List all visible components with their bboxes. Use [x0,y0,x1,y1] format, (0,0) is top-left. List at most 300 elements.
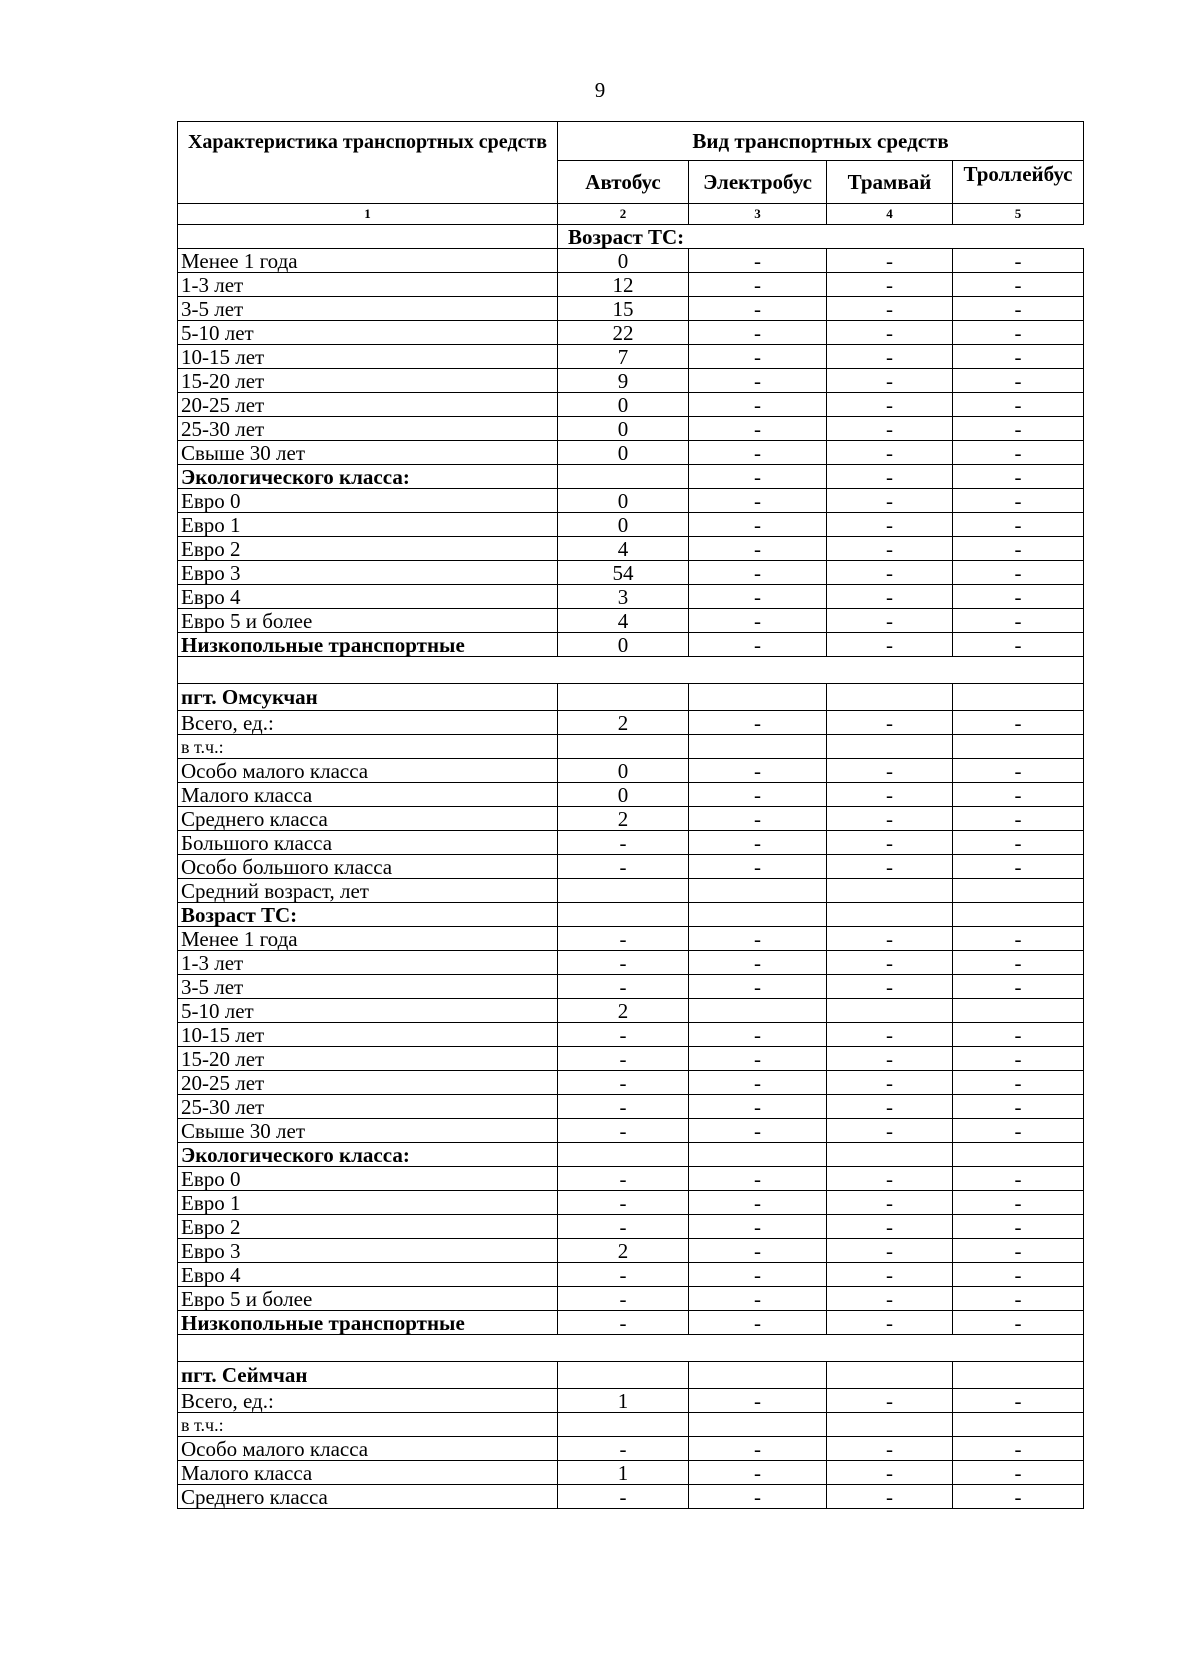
table-row [178,855,1084,879]
cell-value [689,903,827,927]
cell-value: 3 [558,585,689,609]
cell-value [689,735,827,759]
cell-value: 1 [558,1461,689,1485]
table-row [178,879,1084,903]
row-label: 3-5 лет [178,297,558,321]
cell-value: - [827,855,953,879]
cell-value [953,879,1084,903]
cell-value: - [558,1485,689,1509]
cell-value: - [953,1119,1084,1143]
cell-value: - [827,1215,953,1239]
table-row [178,369,1084,393]
cell-value: - [953,1215,1084,1239]
table-row [178,999,1084,1023]
cell-value [827,879,953,903]
table-row [178,1239,1084,1263]
page-number: 9 [594,78,606,102]
cell-value: - [953,633,1084,657]
table-row [178,1143,1084,1167]
table-row [178,1437,1084,1461]
cell-value: 0 [558,633,689,657]
row-label: Экологического класса: [178,465,558,489]
table-row [178,1362,1084,1389]
cell-value: - [827,513,953,537]
cell-value: - [689,975,827,999]
table-row [178,1413,1084,1437]
cell-value [689,684,827,711]
cell-value: - [827,1263,953,1287]
cell-value: - [953,249,1084,273]
cell-value [558,684,689,711]
cell-value: - [689,927,827,951]
cell-value: - [689,1191,827,1215]
row-label: Евро 5 и более [178,1287,558,1311]
row-label: Евро 2 [178,1215,558,1239]
row-label: 20-25 лет [178,1071,558,1095]
cell-value: - [827,369,953,393]
cell-value [558,879,689,903]
cell-value: - [689,297,827,321]
row-label: Возраст ТС: [178,903,558,927]
table-row [178,927,1084,951]
cell-value [953,1362,1084,1389]
cell-value: - [827,537,953,561]
cell-value: - [953,1167,1084,1191]
cell-value: - [953,609,1084,633]
cell-value: 4 [558,537,689,561]
row-label: Малого класса [178,1461,558,1485]
cell-value: - [689,1239,827,1263]
cell-value: - [953,297,1084,321]
table-row [178,1167,1084,1191]
cell-value: - [953,1095,1084,1119]
cell-value: - [827,783,953,807]
cell-value: - [558,1095,689,1119]
blank-row [178,657,1084,684]
col-number: 5 [953,204,1084,225]
cell-value: - [558,1119,689,1143]
table-row [178,225,1084,249]
row-label: 1-3 лет [178,951,558,975]
cell-value: - [689,1095,827,1119]
cell-value: - [689,1389,827,1413]
cell-value: - [953,831,1084,855]
table-row [178,831,1084,855]
cell-value: - [558,1047,689,1071]
table-row [178,321,1084,345]
cell-value: - [827,1167,953,1191]
cell-value: 2 [558,999,689,1023]
cell-value: - [689,537,827,561]
table-row [178,1485,1084,1509]
cell-value: - [827,1119,953,1143]
cell-value: - [558,975,689,999]
cell-value: - [953,1311,1084,1335]
table-row [178,1215,1084,1239]
cell-value [558,1362,689,1389]
cell-value: - [827,1071,953,1095]
row-label: 25-30 лет [178,417,558,441]
cell-value: - [827,297,953,321]
cell-value: - [558,1071,689,1095]
section-heading: Возраст ТС: [558,225,1084,249]
cell-value: - [953,1023,1084,1047]
row-label: Низкопольные транспортные [178,633,558,657]
cell-value: - [558,1215,689,1239]
row-label: Экологического класса: [178,1143,558,1167]
row-label [178,225,558,249]
cell-value: - [689,783,827,807]
table-row [178,273,1084,297]
table-row [178,1023,1084,1047]
table-body [178,225,1084,1509]
cell-value: - [689,585,827,609]
table-row [178,684,1084,711]
row-label: Евро 1 [178,513,558,537]
cell-value: - [689,1071,827,1095]
cell-value [689,1362,827,1389]
table-row [178,561,1084,585]
cell-value: - [953,345,1084,369]
cell-value: - [953,927,1084,951]
table-row [178,1071,1084,1095]
cell-value: - [953,1239,1084,1263]
table-row [178,585,1084,609]
cell-value: 2 [558,711,689,735]
cell-value [689,1413,827,1437]
cell-value: - [689,1215,827,1239]
table-row [178,417,1084,441]
cell-value: 0 [558,489,689,513]
cell-value: - [827,951,953,975]
table-row [178,807,1084,831]
row-label: Большого класса [178,831,558,855]
row-label: 5-10 лет [178,999,558,1023]
cell-value: 0 [558,441,689,465]
cell-value: - [689,609,827,633]
cell-value: 0 [558,513,689,537]
cell-value: - [689,711,827,735]
row-label: Евро 4 [178,1263,558,1287]
table-row [178,345,1084,369]
row-label: 10-15 лет [178,1023,558,1047]
col-number: 1 [178,204,558,225]
cell-value: - [558,1263,689,1287]
table-row [178,633,1084,657]
cell-value [558,1143,689,1167]
row-label: Низкопольные транспортные [178,1311,558,1335]
row-label: пгт. Омсукчан [178,684,558,711]
cell-value: - [827,1047,953,1071]
cell-value [827,735,953,759]
cell-value: - [953,513,1084,537]
cell-value: - [953,393,1084,417]
row-label: Евро 3 [178,561,558,585]
cell-value: 4 [558,609,689,633]
cell-value: - [827,585,953,609]
table-row [178,393,1084,417]
cell-value: 12 [558,273,689,297]
table-row [178,1263,1084,1287]
table-row [178,1095,1084,1119]
cell-value: - [689,1461,827,1485]
cell-value: 0 [558,759,689,783]
row-label: Среднего класса [178,1485,558,1509]
cell-value: - [953,465,1084,489]
cell-value: - [953,1191,1084,1215]
row-label: 10-15 лет [178,345,558,369]
table-row [178,783,1084,807]
cell-value: - [689,369,827,393]
cell-value: - [827,1311,953,1335]
row-label: в т.ч.: [178,735,558,759]
cell-value: 1 [558,1389,689,1413]
cell-value: - [827,927,953,951]
cell-value: - [953,273,1084,297]
table-row [178,657,1084,684]
header-vehicle-type: Вид транспортных средств [558,122,1084,161]
table-row [178,975,1084,999]
cell-value: - [827,711,953,735]
cell-value [953,684,1084,711]
row-label: Особо малого класса [178,1437,558,1461]
cell-value [558,735,689,759]
cell-value: - [953,951,1084,975]
cell-value: - [953,1287,1084,1311]
cell-value: - [827,1461,953,1485]
cell-value: - [558,1311,689,1335]
table-row [178,1119,1084,1143]
cell-value: - [558,1287,689,1311]
cell-value: - [689,1047,827,1071]
cell-value: - [953,855,1084,879]
cell-value: - [953,417,1084,441]
cell-value: - [953,561,1084,585]
cell-value: - [953,807,1084,831]
cell-value: 2 [558,1239,689,1263]
cell-value: - [827,249,953,273]
cell-value: - [953,1047,1084,1071]
cell-value: - [827,633,953,657]
row-label: Свыше 30 лет [178,1119,558,1143]
table-row [178,1311,1084,1335]
row-label: 15-20 лет [178,369,558,393]
cell-value [827,684,953,711]
cell-value: 0 [558,417,689,441]
cell-value [558,1413,689,1437]
transport-table [177,121,1084,1509]
cell-value: - [689,951,827,975]
header-col-bus: Автобус [558,161,689,204]
cell-value: 9 [558,369,689,393]
table-row [178,297,1084,321]
blank-row [178,1335,1084,1362]
row-label: 1-3 лет [178,273,558,297]
cell-value: - [689,249,827,273]
cell-value: - [689,1023,827,1047]
cell-value: - [953,783,1084,807]
row-label: Всего, ед.: [178,711,558,735]
table-row [178,249,1084,273]
cell-value: - [689,633,827,657]
table-row [178,903,1084,927]
cell-value: - [689,513,827,537]
row-label: пгт. Сеймчан [178,1362,558,1389]
cell-value: - [953,1485,1084,1509]
cell-value: - [953,1263,1084,1287]
row-label: Евро 0 [178,489,558,513]
cell-value: 2 [558,807,689,831]
cell-value: 0 [558,249,689,273]
cell-value: - [558,1023,689,1047]
cell-value: - [689,561,827,585]
cell-value: - [689,759,827,783]
cell-value [827,1413,953,1437]
cell-value [953,903,1084,927]
cell-value: - [558,831,689,855]
cell-value: - [558,1191,689,1215]
cell-value: - [953,585,1084,609]
cell-value [689,1143,827,1167]
cell-value: - [827,609,953,633]
row-label: Евро 1 [178,1191,558,1215]
cell-value: - [953,537,1084,561]
col-number: 3 [689,204,827,225]
cell-value: - [827,1485,953,1509]
row-label: Всего, ед.: [178,1389,558,1413]
cell-value [689,879,827,903]
cell-value: - [689,417,827,441]
cell-value: - [827,1095,953,1119]
table-row [178,1461,1084,1485]
cell-value: - [953,1461,1084,1485]
cell-value: - [827,975,953,999]
table-row [178,537,1084,561]
row-label: Средний возраст, лет [178,879,558,903]
row-label: Среднего класса [178,807,558,831]
cell-value: - [558,927,689,951]
row-label: Менее 1 года [178,927,558,951]
row-label: Евро 4 [178,585,558,609]
cell-value: - [953,1437,1084,1461]
cell-value [558,465,689,489]
cell-value [827,999,953,1023]
row-label: Евро 0 [178,1167,558,1191]
cell-value [689,999,827,1023]
cell-value: - [689,441,827,465]
row-label: Особо большого класса [178,855,558,879]
cell-value: - [827,321,953,345]
cell-value: 22 [558,321,689,345]
cell-value: - [689,855,827,879]
cell-value [827,1362,953,1389]
cell-value: - [689,273,827,297]
table-row [178,489,1084,513]
header-col-electrobus: Электробус [689,161,827,204]
cell-value: - [558,951,689,975]
row-label: 25-30 лет [178,1095,558,1119]
table-row [178,711,1084,735]
cell-value: - [558,855,689,879]
cell-value: 7 [558,345,689,369]
cell-value: - [689,831,827,855]
table-row [178,513,1084,537]
cell-value [953,735,1084,759]
cell-value: - [827,1191,953,1215]
cell-value: - [689,393,827,417]
cell-value: - [827,1437,953,1461]
cell-value [558,903,689,927]
row-label: 5-10 лет [178,321,558,345]
cell-value: 0 [558,393,689,417]
table-row [178,441,1084,465]
cell-value [827,903,953,927]
cell-value: 54 [558,561,689,585]
cell-value: - [689,321,827,345]
cell-value [953,1143,1084,1167]
row-label: 20-25 лет [178,393,558,417]
cell-value: - [689,345,827,369]
row-label: Евро 5 и более [178,609,558,633]
cell-value: - [689,807,827,831]
cell-value: - [953,1389,1084,1413]
cell-value: - [827,1287,953,1311]
cell-value: - [689,465,827,489]
cell-value [953,1413,1084,1437]
cell-value: - [689,1437,827,1461]
cell-value: - [689,1485,827,1509]
cell-value: - [827,1023,953,1047]
cell-value: - [953,321,1084,345]
cell-value: - [827,561,953,585]
cell-value [953,999,1084,1023]
cell-value: - [827,831,953,855]
header-characteristic: Характеристика транспортных средств [178,122,558,204]
cell-value: 0 [558,783,689,807]
col-number: 4 [827,204,953,225]
cell-value: - [689,1119,827,1143]
header-col-tram: Трамвай [827,161,953,204]
cell-value: - [827,1389,953,1413]
cell-value: - [827,489,953,513]
cell-value: - [689,489,827,513]
cell-value: - [953,489,1084,513]
cell-value [827,1143,953,1167]
cell-value: - [689,1167,827,1191]
row-label: Евро 3 [178,1239,558,1263]
cell-value: - [689,1263,827,1287]
cell-value: - [558,1437,689,1461]
table-row [178,1287,1084,1311]
cell-value: - [827,417,953,441]
row-label: 15-20 лет [178,1047,558,1071]
cell-value: - [689,1311,827,1335]
cell-value: - [827,807,953,831]
header-col-trolleybus: Троллейбус [953,161,1084,204]
cell-value: - [558,1167,689,1191]
cell-value: - [689,1287,827,1311]
cell-value: - [827,1239,953,1263]
table-row [178,735,1084,759]
cell-value: - [827,393,953,417]
cell-value: - [827,465,953,489]
table-row [178,951,1084,975]
row-label: в т.ч.: [178,1413,558,1437]
table-row [178,609,1084,633]
row-label: Малого класса [178,783,558,807]
cell-value: - [953,369,1084,393]
table-row [178,1389,1084,1413]
